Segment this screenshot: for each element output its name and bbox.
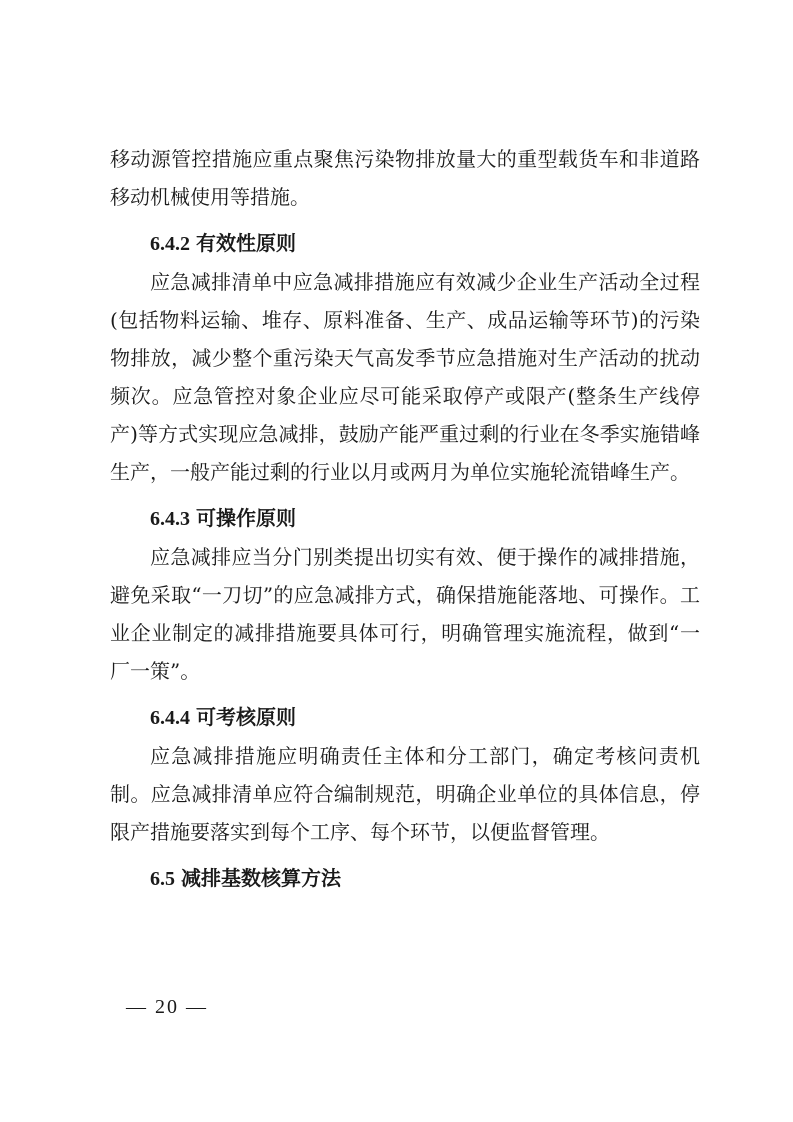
section-number: 6.5	[150, 868, 175, 890]
section-heading-6-5	[110, 859, 700, 898]
section-body-6-4-3: 应急减排应当分门别类提出切实有效、便于操作的减排措施，避免采取“一刀切”的应急减排方式，确保措施能落地、可操作。工业企业制定的减排措施要具体可行，明确管理实施流程，做到“一厂一策”。	[110, 545, 700, 683]
section-gap	[110, 851, 700, 859]
section-heading-6-4-3	[110, 499, 700, 538]
section-title: 有效性原则	[196, 231, 296, 255]
section-number: 6.4.4	[150, 707, 190, 729]
section-gap	[110, 690, 700, 698]
document-body	[110, 140, 700, 898]
section-number: 6.4.2	[150, 233, 190, 255]
section-title: 可操作原则	[196, 506, 296, 530]
section-body-6-4-4: 应急减排措施应明确责任主体和分工部门，确定考核问责机制。应急减排清单应符合编制规范，明确企业单位的具体信息，停限产措施要落实到每个工序、每个环节，以便监督管理。	[110, 744, 700, 844]
section-heading-6-4-2	[110, 224, 700, 263]
section-number: 6.4.3	[150, 508, 190, 530]
section-title: 减排基数核算方法	[181, 866, 341, 890]
section-heading-6-4-4	[110, 698, 700, 737]
page-number: — 20 —	[126, 996, 208, 1018]
section-title: 可考核原则	[196, 705, 296, 729]
section-body-6-4-2: 应急减排清单中应急减排措施应有效减少企业生产活动全过程(包括物料运输、堆存、原料准备、生产、成品运输等环节)的污染物排放，减少整个重污染天气高发季节应急措施对生产活动的扰动频次。应急管控对象企业应尽可能采取停产或限产(整条生产线停产)等方式实现应急减排，鼓励产能严重过剩的行业在冬季实施错峰生产，一般产能过剩的行业以月或两月为单位实施轮流错峰生产。	[110, 270, 700, 484]
intro-paragraph: 移动源管控措施应重点聚焦污染物排放量大的重型载货车和非道路移动机械使用等措施。	[110, 147, 700, 209]
section-gap	[110, 491, 700, 499]
section-gap	[110, 216, 700, 224]
